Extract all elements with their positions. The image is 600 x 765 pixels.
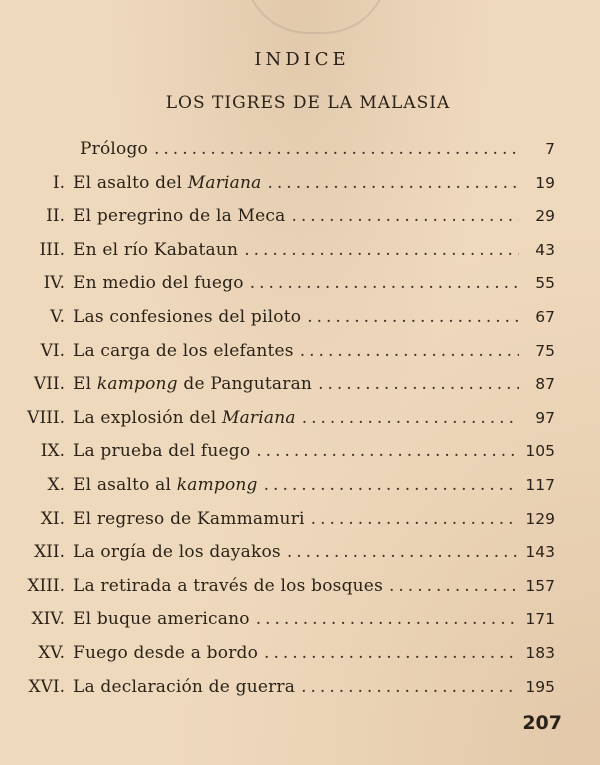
dot-leader xyxy=(300,335,519,369)
chapter-number: XII. xyxy=(34,542,65,563)
chapter-number: VI. xyxy=(40,340,65,361)
chapter-number: XV. xyxy=(38,642,65,663)
library-stamp xyxy=(244,0,388,34)
chapter-page: 129 xyxy=(525,509,555,528)
dot-leader xyxy=(389,570,517,604)
toc-entry xyxy=(0,536,600,570)
table-of-contents xyxy=(0,133,600,704)
chapter-page: 105 xyxy=(525,442,555,461)
dot-leader xyxy=(318,368,519,402)
chapter-title: La explosión del Mariana xyxy=(73,407,296,428)
chapter-page: 143 xyxy=(525,543,555,562)
book-title: LOS TIGRES DE LA MALASIA xyxy=(165,93,451,113)
index-heading: INDICE xyxy=(254,49,350,70)
chapter-page: 87 xyxy=(535,375,555,394)
chapter-title: En medio del fuego xyxy=(73,273,244,294)
dot-leader xyxy=(256,603,518,637)
chapter-title: El regreso de Kammamuri xyxy=(73,508,305,529)
chapter-number: XIII. xyxy=(27,575,65,596)
chapter-title: El kampong de Pangutaran xyxy=(73,374,313,395)
chapter-page: 97 xyxy=(535,408,555,427)
toc-entry xyxy=(0,301,600,335)
chapter-page: 75 xyxy=(535,341,555,360)
toc-entry xyxy=(0,671,600,705)
chapter-title: El asalto del Mariana xyxy=(73,172,262,193)
toc-entry xyxy=(0,603,600,637)
chapter-page: 171 xyxy=(525,610,555,629)
toc-entry xyxy=(0,335,600,369)
chapter-title: La carga de los elefantes xyxy=(73,340,294,361)
dot-leader xyxy=(244,234,519,268)
chapter-title: En el río Kabataun xyxy=(73,239,239,260)
chapter-page: 183 xyxy=(525,643,555,662)
toc-entry xyxy=(0,368,600,402)
chapter-title: La declaración de guerra xyxy=(73,676,296,697)
chapter-number: X. xyxy=(47,474,65,495)
dot-leader xyxy=(311,503,518,537)
toc-entry xyxy=(0,167,600,201)
chapter-title: La retirada a través de los bosques xyxy=(73,575,383,596)
dot-leader xyxy=(301,671,517,705)
toc-entry xyxy=(0,200,600,234)
toc-entry xyxy=(0,435,600,469)
chapter-title: El asalto al kampong xyxy=(73,474,258,495)
chapter-page: 19 xyxy=(535,173,555,192)
dot-leader xyxy=(302,402,519,436)
toc-entry xyxy=(0,133,600,167)
chapter-page: 7 xyxy=(545,140,555,158)
chapter-number: VII. xyxy=(33,374,65,395)
chapter-number: XIV. xyxy=(31,609,65,630)
chapter-title: Fuego desde a bordo xyxy=(73,642,259,663)
chapter-number: I. xyxy=(52,172,65,193)
chapter-page: 117 xyxy=(525,475,555,494)
toc-entry xyxy=(0,469,600,503)
chapter-number: XI. xyxy=(40,508,65,529)
toc-entry xyxy=(0,402,600,436)
chapter-title: El buque americano xyxy=(73,609,250,630)
dot-leader xyxy=(154,133,519,167)
chapter-title: La orgía de los dayakos xyxy=(73,542,281,563)
chapter-page: 43 xyxy=(535,240,555,259)
page-number: 207 xyxy=(522,712,562,734)
chapter-title: Las confesiones del piloto xyxy=(73,306,302,327)
dot-leader xyxy=(264,637,517,671)
toc-entry xyxy=(0,503,600,537)
dot-leader xyxy=(267,167,519,201)
chapter-number: V. xyxy=(50,306,65,327)
dot-leader xyxy=(287,536,518,570)
dot-leader xyxy=(250,267,519,301)
dot-leader xyxy=(291,200,519,234)
chapter-page: 195 xyxy=(525,677,555,696)
dot-leader xyxy=(264,469,518,503)
chapter-number: VIII. xyxy=(27,407,65,428)
chapter-page: 29 xyxy=(535,207,555,226)
toc-entry xyxy=(0,267,600,301)
chapter-page: 67 xyxy=(535,307,555,326)
chapter-page: 55 xyxy=(535,274,555,293)
chapter-number: II. xyxy=(46,206,65,227)
toc-entry xyxy=(0,234,600,268)
toc-entry xyxy=(0,570,600,604)
chapter-number: III. xyxy=(39,239,65,260)
toc-entry xyxy=(0,637,600,671)
dot-leader xyxy=(307,301,519,335)
chapter-number: IV. xyxy=(43,273,65,294)
chapter-number: XVI. xyxy=(28,676,65,697)
chapter-title: Prólogo xyxy=(80,139,148,159)
chapter-title: El peregrino de la Meca xyxy=(73,206,286,227)
chapter-page: 157 xyxy=(525,576,555,595)
chapter-title: La prueba del fuego xyxy=(73,441,251,462)
chapter-number: IX. xyxy=(40,441,65,462)
dot-leader xyxy=(256,435,517,469)
